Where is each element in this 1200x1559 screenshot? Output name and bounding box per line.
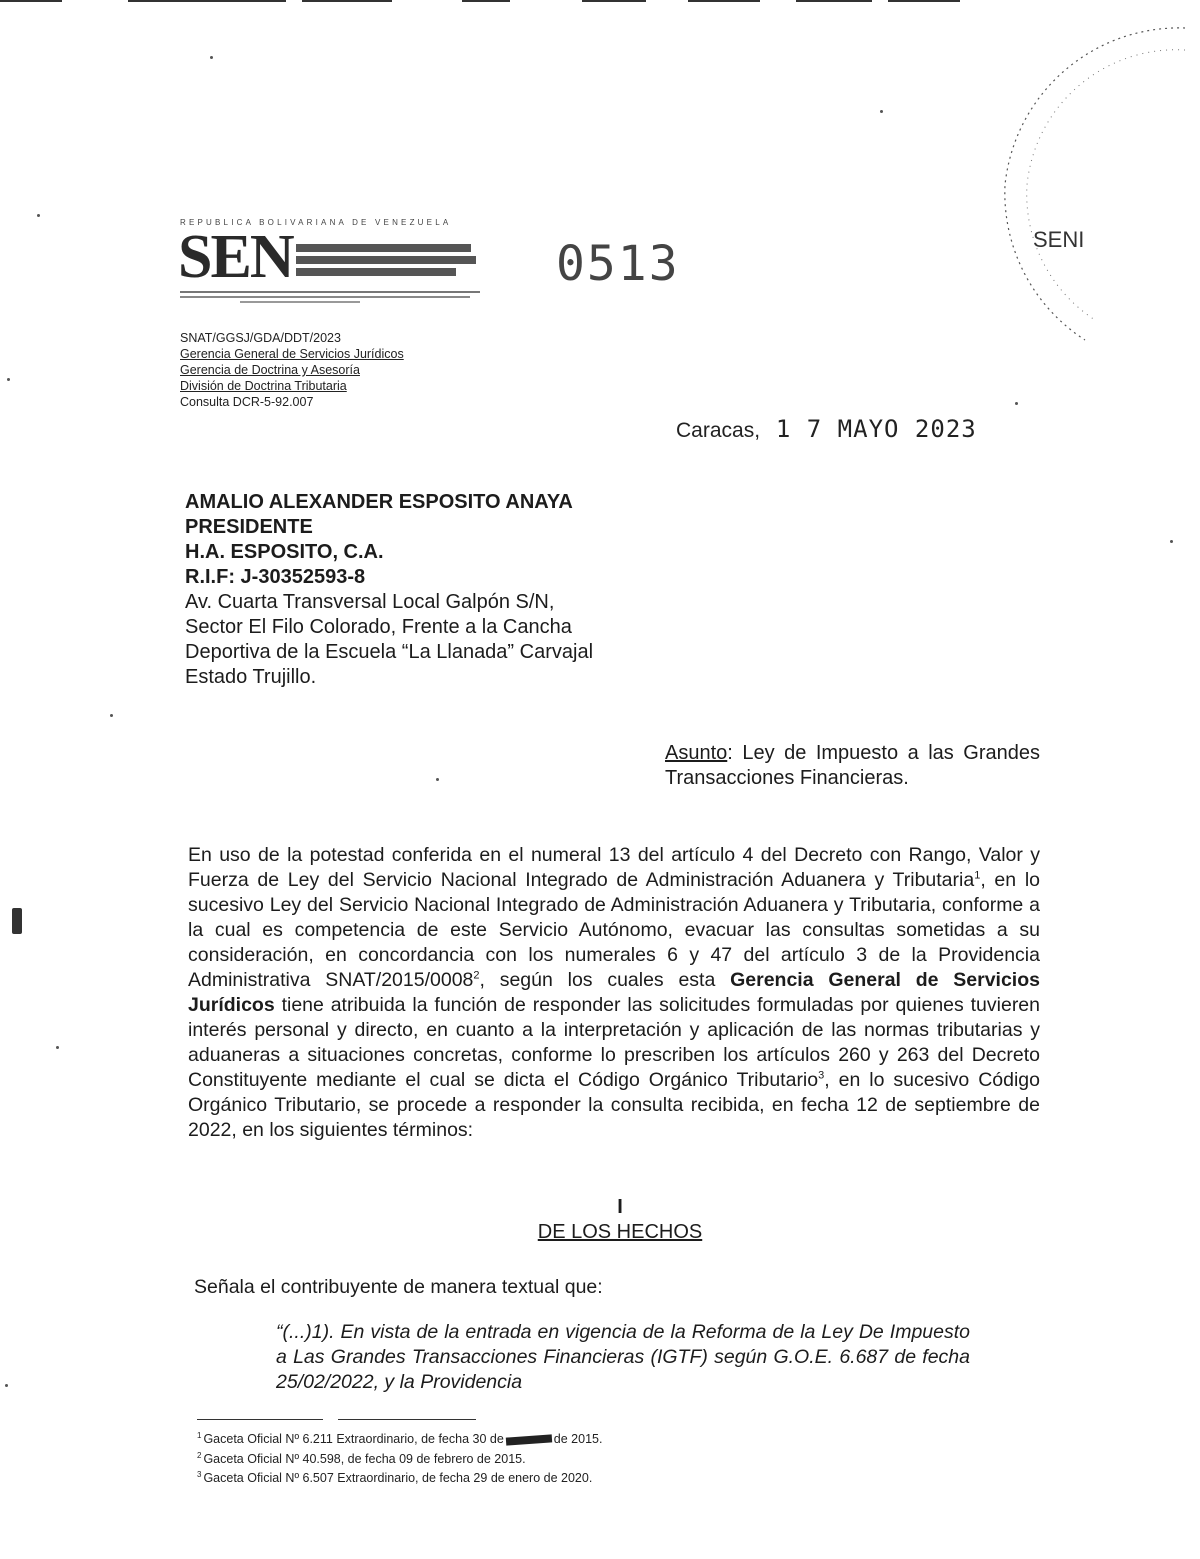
stamp-text: SENI — [1033, 227, 1085, 252]
subject-text: Ley de Impuesto a las Grandes Transacciones Financieras. — [665, 742, 1040, 789]
logo-emblem — [296, 244, 486, 284]
addressee-name: AMALIO ALEXANDER ESPOSITO ANAYA — [185, 491, 573, 513]
addressee-address-line: Estado Trujillo. — [185, 666, 317, 688]
footnote-rule — [197, 1419, 323, 1420]
logo-fine-print — [180, 288, 490, 303]
date-stamped: 1 7 MAYO 2023 — [775, 415, 977, 443]
redaction-mark — [506, 1434, 552, 1445]
quoted-text: “(...)1). En vista de la entrada en vigencia de la Reforma de la Ley De Impuesto a Las Grandes Transacciones Financieras (IGTF) según G.O.E. 6.687 de fecha 25/02/2022, y la Providencia — [276, 1321, 970, 1393]
footnotes — [197, 1428, 602, 1487]
addressee-address-line: Sector El Filo Colorado, Frente a la Cancha — [185, 616, 572, 638]
footnote-ref: 2 — [473, 969, 480, 982]
scan-speck — [880, 110, 883, 113]
letterhead-republic: REPUBLICA BOLIVARIANA DE VENEZUELA — [180, 218, 452, 227]
scan-speck — [5, 1384, 8, 1387]
body-paragraph: En uso de la potestad conferida en el numeral 13 del artículo 4 del Decreto con Rango, Valor y Fuerza de Ley del Servicio Nacional Integrado de Administración Aduanera y Tributaria$^1$, en lo sucesivo Ley del Servicio Nacional Integrado de Administración Aduanera y Tributaria, conforme a la cual es competencia de este Servicio Autónomo, evacuar las consultas sometidas a su consideración, en concordancia con los numerales 6 y 47 del artículo 3 de la Providencia Administrativa SNAT/2015/0008$^2$, según los cuales esta Gerencia General de Servicios Jurídicos tiene atribuida la función de responder las solicitudes formuladas por quienes tuvieren interés personal y directo, en cuanto a la interpretación y aplicación de las normas tributarias y aduaneras a situaciones concretas, conforme lo prescriben los artículos 260 y 263 del Decreto Constituyente mediante el cual se dicta el Código Orgánico Tributario$^3$, en lo sucesivo Código Orgánico Tributario, se procede a responder la consulta recibida, en fecha 12 de septiembre de 2022, en los siguientes términos: — [188, 844, 1040, 1141]
scan-speck — [210, 56, 213, 59]
footnote-rule — [338, 1419, 476, 1420]
addressee-company: H.A. ESPOSITO, C.A. — [185, 541, 384, 563]
addressee-address-line: Deportiva de la Escuela “La Llanada” Carvajal — [185, 641, 594, 663]
intro-line: Señala el contribuyente de manera textual que: — [194, 1276, 603, 1298]
footnote-item: $^3$ Gaceta Oficial Nº 6.507 Extraordinario, de fecha 29 de enero de 2020. — [197, 1470, 593, 1486]
scan-edge-line — [582, 0, 646, 2]
seniat-logo: SEN — [178, 223, 293, 291]
body-bold-entity: Gerencia General de Servicios Jurídicos — [188, 969, 1040, 1016]
scan-edge-line — [462, 0, 510, 2]
scan-edge-line — [128, 0, 286, 2]
reference-division: División de Doctrina Tributaria — [180, 379, 347, 393]
document-number: 0513 — [556, 236, 680, 292]
subject-block: Asunto: Ley de Impuesto a las Grandes Transacciones Financieras. — [665, 742, 1040, 789]
section-title: DE LOS HECHOS — [537, 1221, 703, 1243]
scan-speck — [12, 908, 22, 934]
reference-consulta: Consulta DCR-5-92.007 — [180, 395, 314, 409]
scan-speck — [7, 378, 10, 381]
footnote-item: $^2$ Gaceta Oficial Nº 40.598, de fecha 09 de febrero de 2015. — [197, 1450, 526, 1466]
scan-edge-line — [888, 0, 960, 2]
footnote-ref: 1 — [974, 869, 981, 882]
scan-edge-line — [0, 0, 62, 2]
scan-speck — [37, 214, 40, 217]
scan-speck — [1015, 402, 1018, 405]
scan-speck — [56, 1046, 59, 1049]
section-number: I — [617, 1196, 623, 1218]
scan-speck — [1170, 540, 1173, 543]
addressee-rif: R.I.F: J-30352593-8 — [185, 566, 366, 588]
scan-speck — [110, 714, 113, 717]
scan-edge-line — [796, 0, 872, 2]
reference-block — [180, 330, 404, 410]
date-city: Caracas, — [676, 419, 761, 442]
footnote-ref: 3 — [818, 1069, 825, 1082]
footnote-item: $^1$ Gaceta Oficial Nº 6.211 Extraordinario, de fecha 30 de de 2015. — [197, 1431, 603, 1447]
reference-department: Gerencia de Doctrina y Asesoría — [180, 363, 360, 377]
reference-code: SNAT/GGSJ/GDA/DDT/2023 — [180, 331, 341, 345]
official-stamp — [995, 20, 1195, 350]
scan-speck — [436, 778, 439, 781]
scan-edge-line — [688, 0, 760, 2]
date-line — [676, 415, 977, 443]
addressee-role: PRESIDENTE — [185, 516, 313, 538]
subject-label: Asunto — [665, 742, 728, 764]
scan-edge-line — [302, 0, 392, 2]
reference-management: Gerencia General de Servicios Jurídicos — [180, 347, 404, 361]
addressee-address-line: Av. Cuarta Transversal Local Galpón S/N, — [185, 591, 555, 613]
addressee-block — [185, 490, 593, 690]
